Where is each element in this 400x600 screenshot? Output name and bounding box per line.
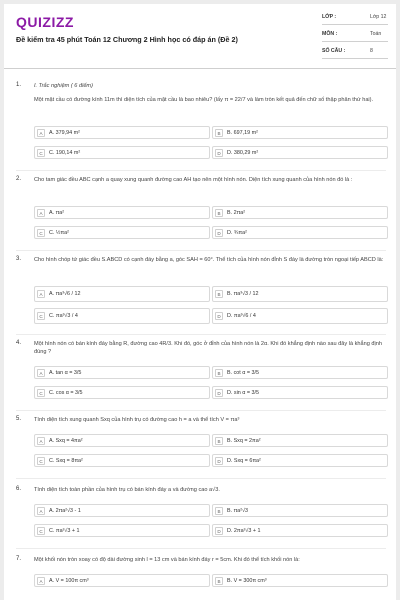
answer-option-a[interactable] — [34, 574, 210, 587]
option-text: C. ½πa² — [49, 230, 69, 236]
answer-option-d[interactable] — [212, 146, 388, 159]
question-number: 4. — [16, 340, 22, 346]
option-letter: A — [37, 577, 45, 585]
option-letter: D — [215, 389, 223, 397]
question-text: Cho tam giác đều ABC cạnh a quay xung quanh đường cao AH tạo nên một hình nón. Diện tích xung quanh của hình nón đó là : — [34, 177, 353, 183]
answer-option-d[interactable] — [212, 226, 388, 239]
answer-option-b[interactable] — [212, 286, 388, 302]
meta-divider — [322, 58, 388, 59]
answer-option-a[interactable] — [34, 126, 210, 139]
question-divider — [16, 250, 386, 251]
option-letter: B — [215, 437, 223, 445]
worksheet-header — [4, 4, 396, 68]
answer-option-a[interactable] — [34, 434, 210, 447]
option-text: A. tan α = 3/5 — [49, 370, 82, 376]
option-text: B. 697,19 m² — [227, 130, 258, 136]
answer-option-b[interactable] — [212, 574, 388, 587]
option-text: D. sin α = 3/5 — [227, 390, 260, 396]
option-text: D. Sxq = 6πa² — [227, 458, 261, 464]
option-text: B. Sxq = 2πa² — [227, 438, 261, 444]
option-letter: C — [37, 457, 45, 465]
option-text: C. Sxq = 8πa² — [49, 458, 83, 464]
answer-option-d[interactable] — [212, 308, 388, 324]
question-number: 2. — [16, 176, 22, 182]
option-text: D. ¾πa² — [227, 230, 247, 236]
answer-option-b[interactable] — [212, 504, 388, 517]
question-divider — [16, 410, 386, 411]
question-number: 5. — [16, 416, 22, 422]
option-letter: A — [37, 507, 45, 515]
answer-option-a[interactable] — [34, 206, 210, 219]
option-letter: B — [215, 290, 223, 298]
meta-class-value: Lớp 12 — [370, 14, 387, 20]
answer-option-c[interactable] — [34, 386, 210, 399]
quizizz-logo: QUIZIZZ — [16, 14, 74, 30]
question-divider — [16, 478, 386, 479]
question-number: 7. — [16, 556, 22, 562]
option-letter: D — [215, 312, 223, 320]
meta-count-label: SỐ CÂU : — [322, 48, 346, 54]
option-letter: A — [37, 437, 45, 445]
answer-option-b[interactable] — [212, 126, 388, 139]
question-number: 3. — [16, 256, 22, 262]
answer-option-d[interactable] — [212, 386, 388, 399]
option-text: B. cot α = 3/5 — [227, 370, 260, 376]
answer-option-c[interactable] — [34, 524, 210, 537]
meta-divider — [322, 24, 388, 25]
answer-option-b[interactable] — [212, 366, 388, 379]
option-text: C. πa³√3 / 4 — [49, 313, 78, 319]
answer-option-c[interactable] — [34, 454, 210, 467]
option-text: A. 379,94 m² — [49, 130, 80, 136]
option-text: B. πa³√3 / 12 — [227, 291, 259, 297]
option-text: C. cos α = 3/5 — [49, 390, 83, 396]
answer-option-d[interactable] — [212, 524, 388, 537]
meta-count-value: 8 — [370, 48, 373, 54]
option-text: C. πa²√3 + 1 — [49, 528, 80, 534]
option-letter: B — [215, 129, 223, 137]
meta-class-label: LỚP : — [322, 14, 337, 20]
question-number: 1. — [16, 82, 22, 88]
answer-option-a[interactable] — [34, 366, 210, 379]
option-text: B. πa²√3 — [227, 508, 249, 514]
question-number: 6. — [16, 486, 22, 492]
option-letter: A — [37, 290, 45, 298]
option-letter: C — [37, 312, 45, 320]
option-text: A. V = 100π cm³ — [49, 578, 89, 584]
document-title: Đề kiểm tra 45 phút Toán 12 Chương 2 Hình học có đáp án (Đề 2) — [16, 35, 238, 44]
option-text: B. V = 300π cm³ — [227, 578, 267, 584]
question-text: Tính diện tích xung quanh Sxq của hình trụ có đường cao h = a và thể tích V = πa³ — [34, 417, 240, 423]
option-text: A. πa³√6 / 12 — [49, 291, 81, 297]
option-text: D. πa³√6 / 4 — [227, 313, 256, 319]
meta-subject-label: MÔN : — [322, 31, 338, 37]
option-letter: D — [215, 527, 223, 535]
option-letter: B — [215, 369, 223, 377]
meta-subject-value: Toán — [370, 31, 382, 37]
answer-option-c[interactable] — [34, 226, 210, 239]
answer-option-c[interactable] — [34, 146, 210, 159]
option-text: A. πa² — [49, 210, 65, 216]
worksheet-page — [4, 4, 396, 600]
option-text: A. Sxq = 4πa² — [49, 438, 83, 444]
option-text: D. 380,29 m² — [227, 150, 259, 156]
option-text: C. 190,14 m² — [49, 150, 81, 156]
option-letter: B — [215, 209, 223, 217]
meta-divider — [322, 41, 388, 42]
answer-option-c[interactable] — [34, 308, 210, 324]
option-letter: C — [37, 389, 45, 397]
section-heading: I. Trắc nghiệm ( 6 điểm) — [34, 83, 93, 89]
option-letter: C — [37, 527, 45, 535]
question-text: Một hình nón có bán kính đáy bằng R, đường cao 4R/3. Khi đó, góc ở đỉnh của hình nón là 2α. Khi đó khẳng định nào sau đây là khẳng định đúng ? — [34, 341, 383, 355]
option-letter: C — [37, 149, 45, 157]
question-text: Tính diện tích toàn phần của hình trụ có bán kính đáy a và đường cao a√3. — [34, 487, 220, 493]
option-letter: C — [37, 229, 45, 237]
answer-option-b[interactable] — [212, 434, 388, 447]
option-text: A. 2πa²√3 - 1 — [49, 508, 81, 514]
option-letter: D — [215, 149, 223, 157]
question-divider — [16, 548, 386, 549]
option-letter: B — [215, 507, 223, 515]
answer-option-b[interactable] — [212, 206, 388, 219]
answer-option-a[interactable] — [34, 286, 210, 302]
question-text: Một mặt cầu có đường kính 11m thì diện tích của mặt cầu là bao nhiêu? (lấy π = 22/7 và làm tròn kết quả đến chữ số thập phân thứ hai). — [34, 97, 374, 103]
option-letter: D — [215, 229, 223, 237]
option-letter: B — [215, 577, 223, 585]
option-letter: A — [37, 369, 45, 377]
question-text: Cho hình chóp tứ giác đều S.ABCD có cạnh đáy bằng a, góc SAH = 60°. Thể tích của hình nón đỉnh S đáy là đường tròn ngoại tiếp ABCD là: — [34, 257, 384, 263]
answer-option-d[interactable] — [212, 454, 388, 467]
option-letter: D — [215, 457, 223, 465]
option-letter: A — [37, 129, 45, 137]
question-text: Một khối nón tròn xoay có độ dài đường sinh l = 13 cm và bán kính đáy r = 5cm. Khi đó thể tích khối nón là: — [34, 557, 300, 563]
answer-option-a[interactable] — [34, 504, 210, 517]
option-letter: A — [37, 209, 45, 217]
question-divider — [16, 334, 386, 335]
header-divider — [4, 68, 396, 69]
option-text: B. 2πa² — [227, 210, 246, 216]
question-divider — [16, 170, 386, 171]
option-text: D. 2πa²√3 + 1 — [227, 528, 261, 534]
